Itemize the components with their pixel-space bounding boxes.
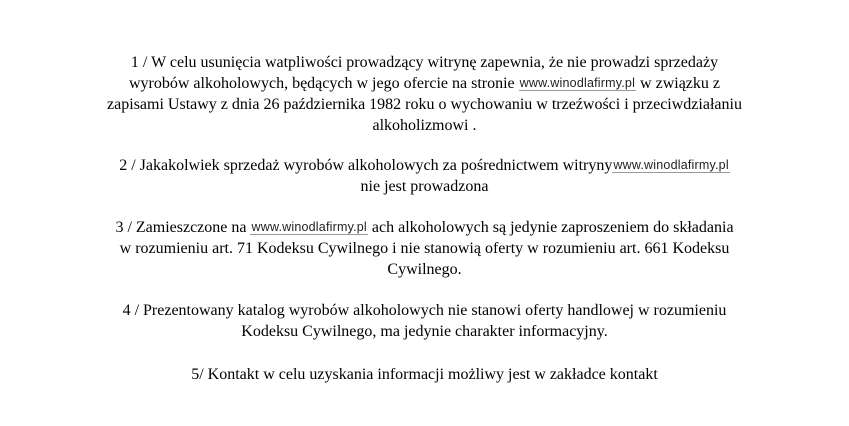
website-url: www.winodlafirmy.pl [251, 220, 367, 234]
website-url: www.winodlafirmy.pl [613, 158, 729, 172]
paragraph-2 [0, 155, 849, 197]
paragraph-1 [0, 52, 849, 136]
paragraph-1-line-4: alkoholizmowi . [372, 117, 477, 134]
paragraph-3-line-1 [0, 217, 849, 238]
paragraph-1-line-2 [0, 73, 849, 94]
paragraph-3-line-3: Cywilnego. [387, 261, 462, 278]
paragraph-1-line-2-text: wyrobów alkoholowych, będących w jego ofercie na stronie [128, 75, 515, 92]
paragraph-1-line-1: 1 / W celu usunięcia watpliwości prowadzący witrynę zapewnia, że nie prowadzi sprzedaży [130, 54, 719, 71]
paragraph-2-line-1-text: 2 / Jakakolwiek sprzedaż wyrobów alkoholowych za pośrednictwem witryny [119, 157, 613, 174]
paragraph-3-line-2: w rozumieniu art. 71 Kodeksu Cywilnego i nie stanowią oferty w rozumieniu art. 661 Kodeksu [119, 240, 730, 257]
website-url: www.winodlafirmy.pl [519, 76, 636, 90]
paragraph-1-line-3: zapisami Ustawy z dnia 26 października 1982 roku o wychowaniu w trzeźwości i przeciwdziałaniu [107, 96, 742, 113]
paragraph-5 [0, 364, 849, 385]
paragraph-2-line-1 [0, 155, 849, 176]
paragraph-3-line-1-text: 3 / Zamieszczone na [115, 219, 247, 236]
paragraph-3 [0, 217, 849, 280]
paragraph-2-line-2: nie jest prowadzona [360, 178, 489, 195]
paragraph-4-line-1: 4 / Prezentowany katalog wyrobów alkoholowych nie stanowi oferty handlowej w rozumieniu [122, 302, 727, 319]
paragraph-4 [0, 300, 849, 342]
paragraph-4-line-2: Kodeksu Cywilnego, ma jedynie charakter informacyjny. [241, 323, 608, 340]
paragraph-5-line-1: 5/ Kontakt w celu uzyskania informacji możliwy jest w zakładce kontakt [191, 366, 658, 383]
paragraph-3-line-1-tail: ach alkoholowych są jedynie zaproszeniem do składania [371, 219, 734, 236]
paragraph-1-line-2-tail: w związku z [640, 75, 721, 92]
